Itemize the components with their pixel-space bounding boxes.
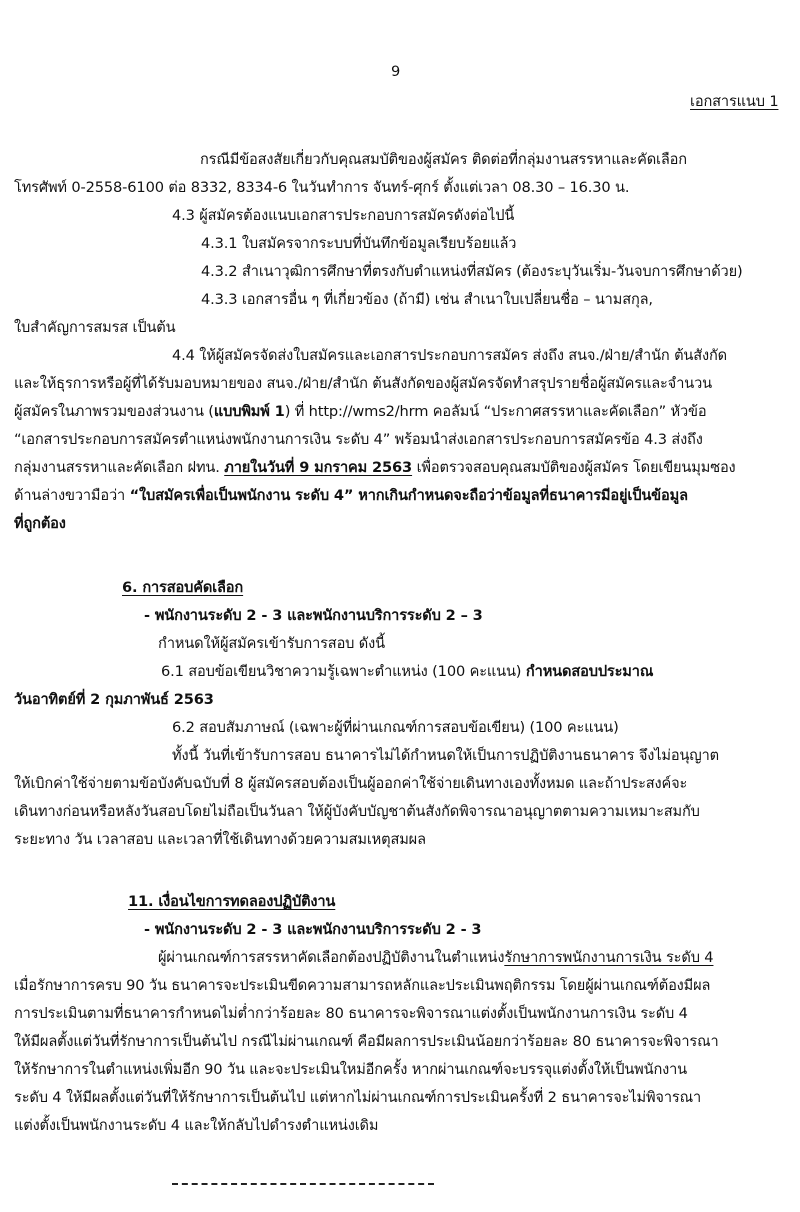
probation-position: รักษาการพนักงานการเงิน ระดับ 4 — [504, 949, 714, 966]
section-4-4-line-5 — [14, 458, 736, 478]
section-4-3-heading: 4.3 ผู้สมัครต้องแนบเอกสารประกอบการสมัครดังต่อไปนี้ — [172, 207, 515, 224]
section-6-note-1: ทั้งนี้ วันที่เข้ารับการสอบ ธนาคารไม่ได้กำหนดให้เป็นการปฏิบัติงานธนาคาร จึงไม่อนุญาต — [172, 747, 719, 764]
section-11-line-4: ให้มีผลตั้งแต่วันที่รักษาการเป็นต้นไป กรณีไม่ผ่านเกณฑ์ คือมีผลการประเมินน้อยกว่าร้อยละ 80 ธนาคารจะพิจารณา — [14, 1033, 719, 1050]
section-6-subheading: - พนักงานระดับ 2 - 3 และพนักงานบริการระดับ 2 – 3 — [144, 607, 483, 624]
section-4-3-1: 4.3.1 ใบสมัครจากระบบที่บันทึกข้อมูลเรียบร้อยแล้ว — [201, 235, 517, 252]
intro-line-2: โทรศัพท์ 0-2558-6100 ต่อ 8332, 8334-6 ในวันทำการ จันทร์-ศุกร์ ตั้งแต่เวลา 08.30 – 16.30 น. — [14, 179, 630, 196]
section-4-4-line-6 — [14, 486, 688, 506]
section-4-3-2: 4.3.2 สำเนาวุฒิการศึกษาที่ตรงกับตำแหน่งที่สมัคร (ต้องระบุวันเริ่ม-วันจบการศึกษาด้วย) — [201, 263, 743, 280]
section-11-line-5: ให้รักษาการในตำแหน่งเพิ่มอีก 90 วัน และจะประเมินใหม่อีกครั้ง หากผ่านเกณฑ์จะบรรจุแต่งตั้งให้เป็นพนักงาน — [14, 1061, 687, 1078]
envelope-note-bold: “ใบสมัครเพื่อเป็นพนักงาน ระดับ 4” หากเกินกำหนดจะถือว่าข้อมูลที่ธนาคารมีอยู่เป็นข้อมูล — [129, 487, 688, 504]
section-6-1 — [161, 662, 653, 682]
envelope-note-pre: ด้านล่างขวามือว่า — [14, 487, 130, 504]
section-6-note-3: เดินทางก่อนหรือหลังวันสอบโดยไม่ถือเป็นวันลา ให้ผู้บังคับบัญชาต้นสังกัดพิจารณาอนุญาตตามความเหมาะสมกับ — [14, 803, 700, 820]
intro-line-1: กรณีมีข้อสงสัยเกี่ยวกับคุณสมบัติของผู้สมัคร ติดต่อที่กลุ่มงานสรรหาและคัดเลือก — [200, 151, 687, 168]
section-4-4-line-4: “เอกสารประกอบการสมัครตำแหน่งพนักงานการเงิน ระดับ 4” พร้อมนำส่งเอกสารประกอบการสมัครข้อ 4.3 ส่งถึง — [14, 431, 703, 448]
section-6-heading: 6. การสอบคัดเลือก — [122, 579, 244, 596]
section-11-subheading: - พนักงานระดับ 2 - 3 และพนักงานบริการระดับ 2 - 3 — [144, 921, 482, 938]
form-1-label: แบบพิมพ์ 1 — [213, 403, 285, 420]
section-4-4-line-2: และให้ธุรการหรือผู้ที่ได้รับมอบหมายของ สนจ./ฝ่าย/สำนัก ต้นสังกัดของผู้สมัครจัดทำสรุปรายชื่อผู้สมัครและจำนวน — [14, 375, 712, 392]
deadline-post: เพื่อตรวจสอบคุณสมบัติของผู้สมัคร โดยเขียนมุมซอง — [412, 459, 736, 476]
section-6-note-2: ให้เบิกค่าใช้จ่ายตามข้อบังคับฉบับที่ 8 ผู้สมัครสอบต้องเป็นผู้ออกค่าใช้จ่ายเดินทางเองทั้งหมด และถ้าประสงค์จะ — [14, 775, 688, 792]
section-11-line-2: เมื่อรักษาการครบ 90 วัน ธนาคารจะประเมินขีดความสามารถหลักและประเมินพฤติกรรม โดยผู้ผ่านเกณฑ์ต้องมีผล — [14, 977, 711, 994]
section-4-4-line-3 — [14, 402, 706, 422]
section-6-intro: กำหนดให้ผู้สมัครเข้ารับการสอบ ดังนี้ — [158, 635, 385, 652]
section-11-line-7: แต่งตั้งเป็นพนักงานระดับ 4 และให้กลับไปดำรงตำแหน่งเดิม — [14, 1117, 379, 1134]
probation-pre: ผู้ผ่านเกณฑ์การสรรหาคัดเลือกต้องปฏิบัติงานในตำแหน่ง — [158, 949, 505, 966]
section-4-4-line-7: ที่ถูกต้อง — [14, 515, 66, 532]
section-11-heading: 11. เงื่อนไขการทดลองปฏิบัติงาน — [128, 893, 336, 910]
form-1-post: ) ที่ http://wms2/hrm คอลัมน์ “ประกาศสรรหาและคัดเลือก” หัวข้อ — [284, 403, 707, 420]
section-11-line-3: การประเมินตามที่ธนาคารกำหนดไม่ต่ำกว่าร้อยละ 80 ธนาคารจะพิจารณาแต่งตั้งเป็นพนักงานการเงิน ระดับ 4 — [14, 1005, 688, 1022]
end-divider — [172, 1183, 434, 1185]
section-11-line-1 — [158, 948, 713, 968]
section-6-note-4: ระยะทาง วัน เวลาสอบ และเวลาที่ใช้เดินทางด้วยความสมเหตุสมผล — [14, 831, 426, 848]
form-1-pre: ผู้สมัครในภาพรวมของส่วนงาน ( — [14, 403, 214, 420]
deadline-pre: กลุ่มงานสรรหาและคัดเลือก ฝทน. — [14, 459, 225, 476]
deadline-date: ภายในวันที่ 9 มกราคม 2563 — [224, 459, 413, 476]
section-4-3-3-cont: ใบสำคัญการสมรส เป็นต้น — [14, 319, 176, 336]
exam-schedule-label: กำหนดสอบประมาณ — [525, 663, 654, 680]
attachment-label: เอกสารแนบ 1 — [690, 93, 779, 110]
section-4-4-line-1: 4.4 ให้ผู้สมัครจัดส่งใบสมัครและเอกสารประกอบการสมัคร ส่งถึง สนจ./ฝ่าย/สำนัก ต้นสังกัด — [172, 347, 728, 364]
section-4-3-3: 4.3.3 เอกสารอื่น ๆ ที่เกี่ยวข้อง (ถ้ามี) เช่น สำเนาใบเปลี่ยนชื่อ – นามสกุล, — [201, 291, 653, 308]
page-number: 9 — [391, 63, 401, 80]
section-6-1-date: วันอาทิตย์ที่ 2 กุมภาพันธ์ 2563 — [14, 691, 214, 708]
section-6-2: 6.2 สอบสัมภาษณ์ (เฉพาะผู้ที่ผ่านเกณฑ์การสอบข้อเขียน) (100 คะแนน) — [172, 719, 619, 736]
section-11-line-6: ระดับ 4 ให้มีผลตั้งแต่วันที่ให้รักษาการเป็นต้นไป แต่หากไม่ผ่านเกณฑ์การประเมินครั้งที่ 2 ธนาคารจะไม่พิจารณา — [14, 1089, 702, 1106]
exam-written: 6.1 สอบข้อเขียนวิชาความรู้เฉพาะตำแหน่ง (100 คะแนน) — [161, 663, 526, 680]
